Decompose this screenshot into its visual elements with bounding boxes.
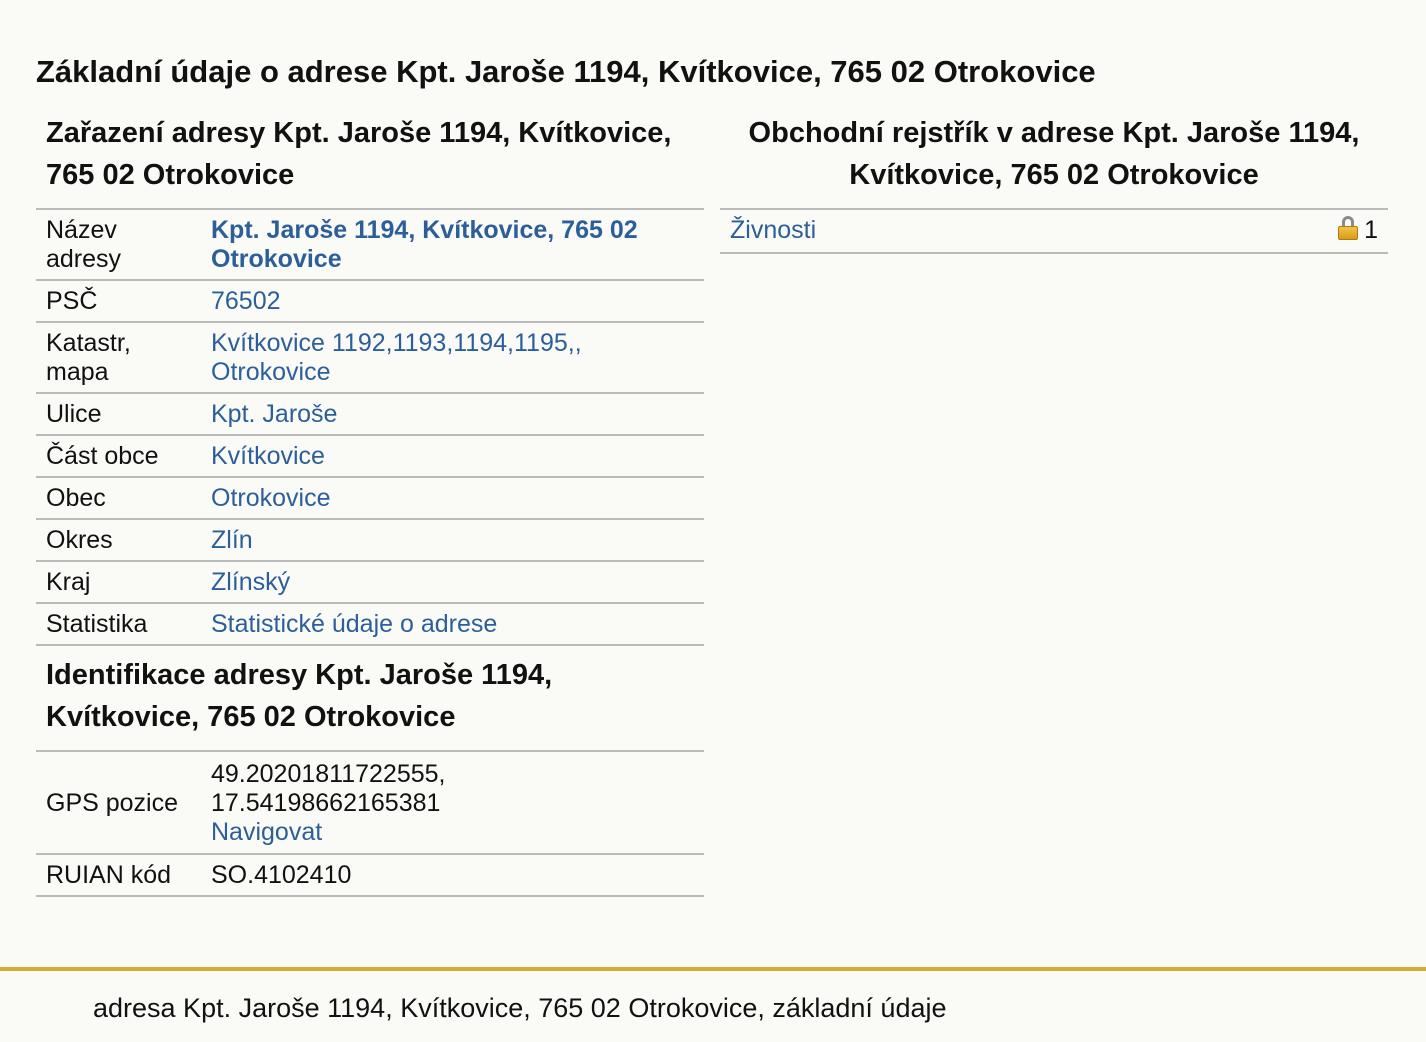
municipality-link[interactable]: Otrokovice: [211, 484, 331, 512]
row-label: Část obce: [36, 435, 201, 477]
row-value: [201, 435, 704, 477]
table-row: [36, 209, 704, 280]
navigate-link[interactable]: Navigovat: [211, 818, 323, 846]
zarazeni-title: Zařazení adresy Kpt. Jaroše 1194, Kvítkovice, 765 02 Otrokovice: [46, 117, 672, 191]
row-value: [201, 561, 704, 603]
zivnosti-count: 1: [1364, 216, 1378, 244]
table-row: [36, 393, 704, 435]
left-column: [36, 112, 704, 897]
table-row: [36, 751, 704, 854]
gps-label: GPS pozice: [36, 751, 201, 854]
row-label: PSČ: [36, 280, 201, 322]
row-label: Katastr, mapa: [36, 322, 201, 393]
street-link[interactable]: Kpt. Jaroše: [211, 400, 338, 428]
address-name-link[interactable]: Kpt. Jaroše 1194, Kvítkovice, 765 02 Otrokovice: [211, 216, 638, 273]
table-row: [36, 435, 704, 477]
okres-link[interactable]: Zlín: [211, 526, 253, 554]
ruian-label: RUIAN kód: [36, 854, 201, 896]
row-count: [1147, 209, 1388, 253]
row-label: Kraj: [36, 561, 201, 603]
identifikace-table: [36, 750, 704, 897]
table-row: [720, 209, 1388, 253]
right-column: [720, 112, 1388, 254]
table-row: [36, 603, 704, 645]
zarazeni-table: [36, 208, 704, 646]
row-value: [201, 209, 704, 280]
row-value: [201, 603, 704, 645]
lock-icon: [1338, 216, 1358, 240]
page-title: Základní údaje o adrese Kpt. Jaroše 1194, Kvítkovice, 765 02 Otrokovice: [36, 54, 1096, 89]
table-row: [36, 280, 704, 322]
zivnosti-link[interactable]: Živnosti: [730, 216, 817, 244]
ruian-value: SO.4102410: [201, 854, 704, 896]
statistics-link[interactable]: Statistické údaje o adrese: [211, 610, 498, 638]
gps-longitude: 17.54198662165381: [211, 789, 441, 817]
district-part-link[interactable]: Kvítkovice: [211, 442, 325, 470]
table-row: [36, 561, 704, 603]
gps-value: [201, 751, 704, 854]
row-label: Ulice: [36, 393, 201, 435]
row-value: [201, 322, 704, 393]
table-row: [36, 519, 704, 561]
gps-latitude: 49.20201811722555,: [211, 760, 446, 788]
row-value: [201, 519, 704, 561]
kraj-link[interactable]: Zlínský: [211, 568, 291, 596]
row-label: Obec: [36, 477, 201, 519]
table-row: [36, 477, 704, 519]
row-label: Název adresy: [36, 209, 201, 280]
psc-link[interactable]: 76502: [211, 287, 281, 315]
rejstrik-table: [720, 208, 1388, 254]
footer-divider: [0, 967, 1426, 971]
row-label: Statistika: [36, 603, 201, 645]
row-value: [201, 477, 704, 519]
row-label: [720, 209, 1147, 253]
table-row: [36, 322, 704, 393]
row-label: Okres: [36, 519, 201, 561]
row-value: [201, 393, 704, 435]
katastr-link[interactable]: Kvítkovice 1192,1193,1194,1195,, Otrokovice: [211, 329, 582, 386]
rejstrik-title: Obchodní rejstřík v adrese Kpt. Jaroše 1194, Kvítkovice, 765 02 Otrokovice: [748, 117, 1360, 191]
row-value: [201, 280, 704, 322]
footer-text: adresa Kpt. Jaroše 1194, Kvítkovice, 765 02 Otrokovice, základní údaje: [93, 993, 947, 1023]
identifikace-title: Identifikace adresy Kpt. Jaroše 1194, Kvítkovice, 765 02 Otrokovice: [46, 659, 553, 733]
identifikace-section: [36, 654, 704, 897]
table-row: [36, 854, 704, 896]
